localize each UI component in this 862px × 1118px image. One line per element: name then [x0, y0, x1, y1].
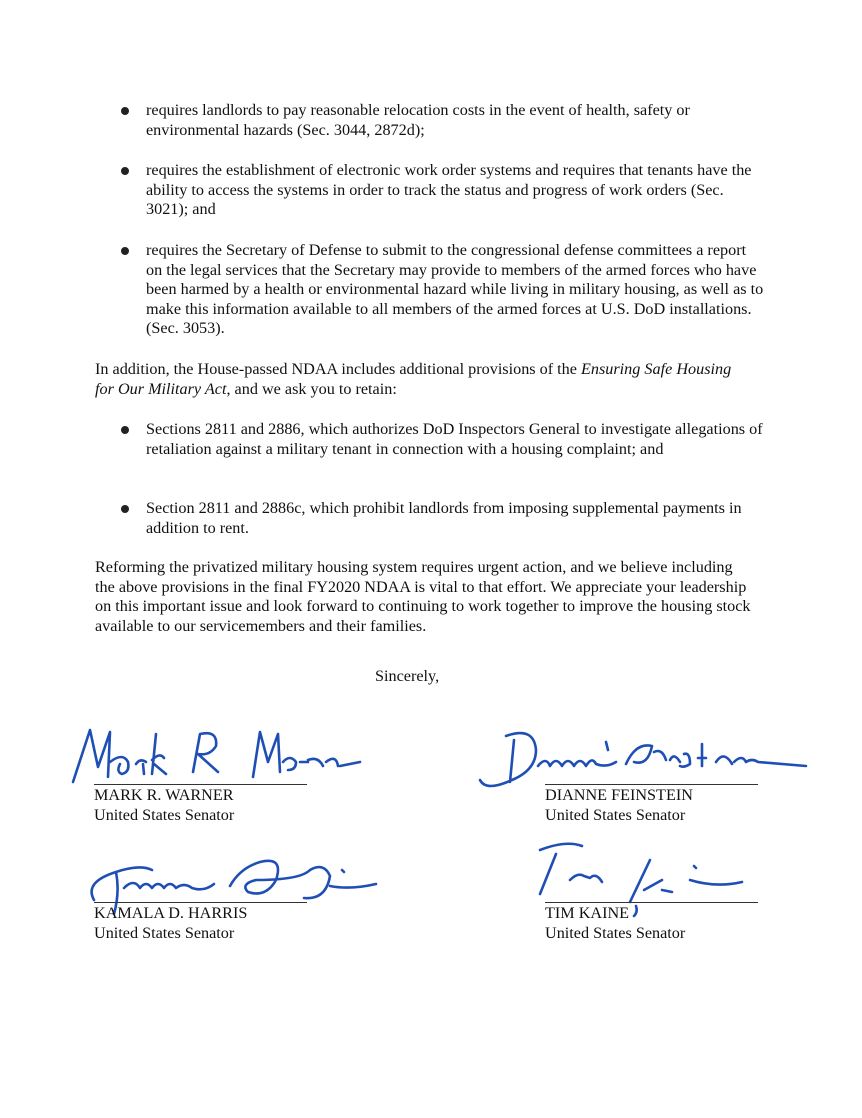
signature-warner — [68, 722, 368, 792]
intro-text-before: In addition, the House-passed NDAA includes additional provisions of the — [95, 360, 581, 378]
bullet-marker — [121, 167, 129, 175]
signatory-title-feinstein: United States Senator — [545, 806, 686, 824]
sign-off: Sincerely, — [375, 667, 440, 685]
bullet-marker — [121, 505, 129, 513]
bullet-item-legal-services: requires the Secretary of Defense to submit to the congressional defense committees a report on the legal services that the Secretary may provide to members of the armed forces who have been harmed by a health or environmental hazard while living in military housing, as well as to make this information available to all members of the armed forces at U.S. DoD installations. (Sec. 3053). — [146, 241, 764, 338]
signature-line — [94, 902, 307, 903]
signatory-title-kaine: United States Senator — [545, 924, 686, 942]
signatory-title-warner: United States Senator — [94, 806, 235, 824]
bullet-item-retaliation: Sections 2811 and 2886, which authorizes DoD Inspectors General to investigate allegations of retaliation against a military tenant in connection with a housing complaint; and — [146, 420, 763, 458]
bullet-marker — [121, 247, 129, 255]
signature-line — [94, 784, 307, 785]
closing-paragraph: Reforming the privatized military housing system requires urgent action, and we believe including the above provisions in the final FY2020 NDAA is vital to that effort. We appreciate your leadership on this important issue and look forward to continuing to work together to improve the housing stock available to our servicemembers and their families. — [95, 558, 751, 635]
bullet-item-supplemental-payments: Section 2811 and 2886c, which prohibit landlords from imposing supplemental payments in addition to rent. — [146, 499, 742, 537]
bullet-marker — [121, 107, 129, 115]
signature-line — [545, 902, 758, 903]
intro-paragraph — [95, 360, 735, 399]
bullet-item-work-orders: requires the establishment of electronic work order systems and requires that tenants have the ability to access the systems in order to track the status and progress of work orders (Sec. 3021); and — [146, 161, 752, 219]
bullet-marker — [121, 426, 129, 434]
act-name: Ensuring Safe Housing for Our Military Act — [95, 360, 732, 398]
bullet-item-relocation-costs: requires landlords to pay reasonable relocation costs in the event of health, safety or environmental hazards (Sec. 3044, 2872d); — [146, 101, 690, 139]
signatory-name-feinstein: DIANNE FEINSTEIN — [545, 786, 693, 804]
signatory-name-kaine: TIM KAINE — [545, 904, 630, 922]
signatory-name-warner: MARK R. WARNER — [94, 786, 234, 804]
signature-line — [545, 784, 758, 785]
intro-text-after: , and we ask you to retain: — [226, 379, 397, 398]
signatory-title-harris: United States Senator — [94, 924, 235, 942]
signatory-name-harris: KAMALA D. HARRIS — [94, 904, 248, 922]
